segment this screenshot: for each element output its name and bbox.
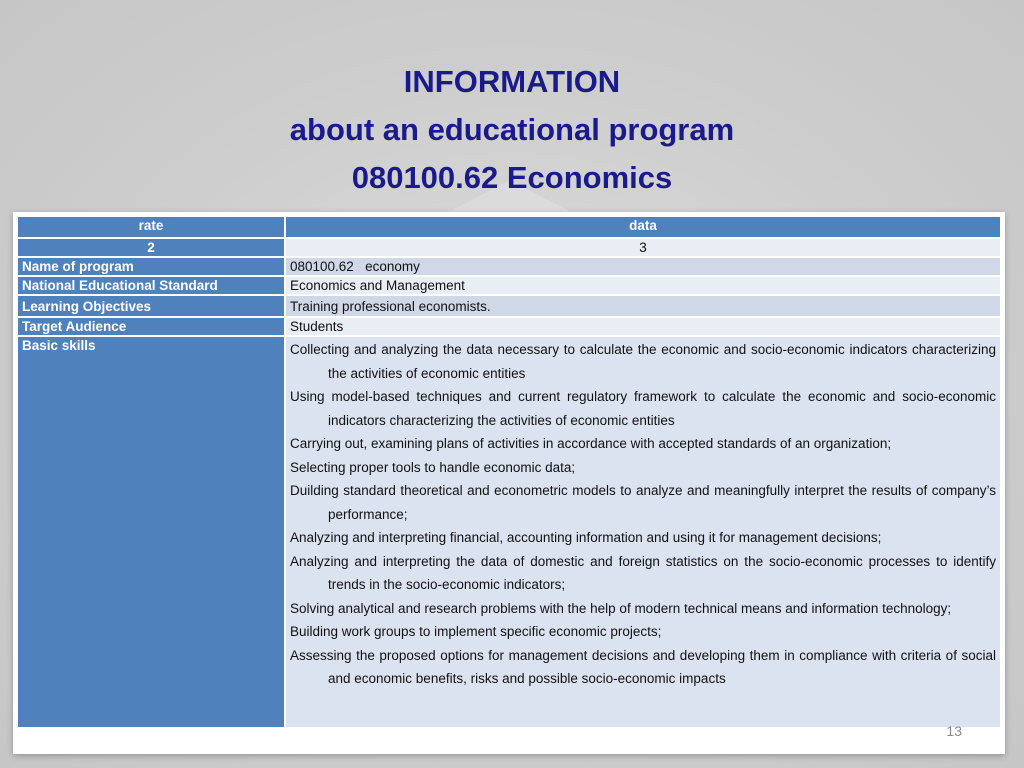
title-line-2: about an educational program xyxy=(289,112,735,147)
row-label-name-of-program: Name of program xyxy=(17,257,285,276)
table-row xyxy=(17,317,1001,336)
skill-item: Selecting proper tools to handle economic data; xyxy=(290,459,576,475)
table-row xyxy=(17,295,1001,317)
row-label-target-audience: Target Audience xyxy=(17,317,285,336)
skill-item: Duilding standard theoretical and econometric models to analyze and meaningfully interpret the results of company’s performance; xyxy=(290,483,996,522)
slide-title xyxy=(0,58,1024,202)
row-value-basic-skills xyxy=(285,336,1001,728)
skill-item: Carrying out, examining plans of activities in accordance with accepted standards of an organization; xyxy=(290,436,892,451)
header-rate: rate xyxy=(17,216,285,238)
row-label-basic-skills: Basic skills xyxy=(17,336,285,728)
row-value-target-audience: Students xyxy=(285,317,1001,336)
column-number-2: 2 xyxy=(17,238,285,257)
header-data: data xyxy=(285,216,1001,238)
info-table-frame xyxy=(13,212,1005,754)
row-value-learning-objectives: Training professional economists. xyxy=(285,295,1001,317)
title-line-1: INFORMATION xyxy=(403,64,621,99)
table-row xyxy=(17,257,1001,276)
skill-item: Analyzing and interpreting financial, accounting information and using it for management decisions; xyxy=(290,530,882,545)
table-header-row xyxy=(17,216,1001,238)
page-number: 13 xyxy=(946,723,962,739)
table-row xyxy=(17,276,1001,295)
column-number-3: 3 xyxy=(285,238,1001,257)
skill-item: Solving analytical and research problems with the help of modern technical means and information technology; xyxy=(290,600,952,616)
skill-item: Building work groups to implement specific economic projects; xyxy=(290,624,662,639)
skill-item: Using model-based techniques and current regulatory framework to calculate the economic and socio-economic indicators characterizing the activities of economic entities xyxy=(290,389,996,428)
title-line-3: 080100.62 Economics xyxy=(351,160,673,195)
row-label-learning-objectives: Learning Objectives xyxy=(17,295,285,317)
row-label-educational-standard: National Educational Standard xyxy=(17,276,285,295)
row-value-name-of-program: 080100.62 economy xyxy=(285,257,1001,276)
row-value-educational-standard: Economics and Management xyxy=(285,276,1001,295)
skill-item: Analyzing and interpreting the data of domestic and foreign statistics on the socio-economic processes to identify trends in the socio-economic indicators; xyxy=(290,553,996,592)
program-info-table xyxy=(16,215,1002,729)
table-row-basic-skills xyxy=(17,336,1001,728)
table-number-row xyxy=(17,238,1001,257)
skill-item: Collecting and analyzing the data necessary to calculate the economic and socio-economic indicators characterizing the activities of economic entities xyxy=(290,342,996,381)
skill-item: Assessing the proposed options for management decisions and developing them in compliance with criteria of social and economic benefits, risks and possible socio-economic impacts xyxy=(290,647,996,686)
